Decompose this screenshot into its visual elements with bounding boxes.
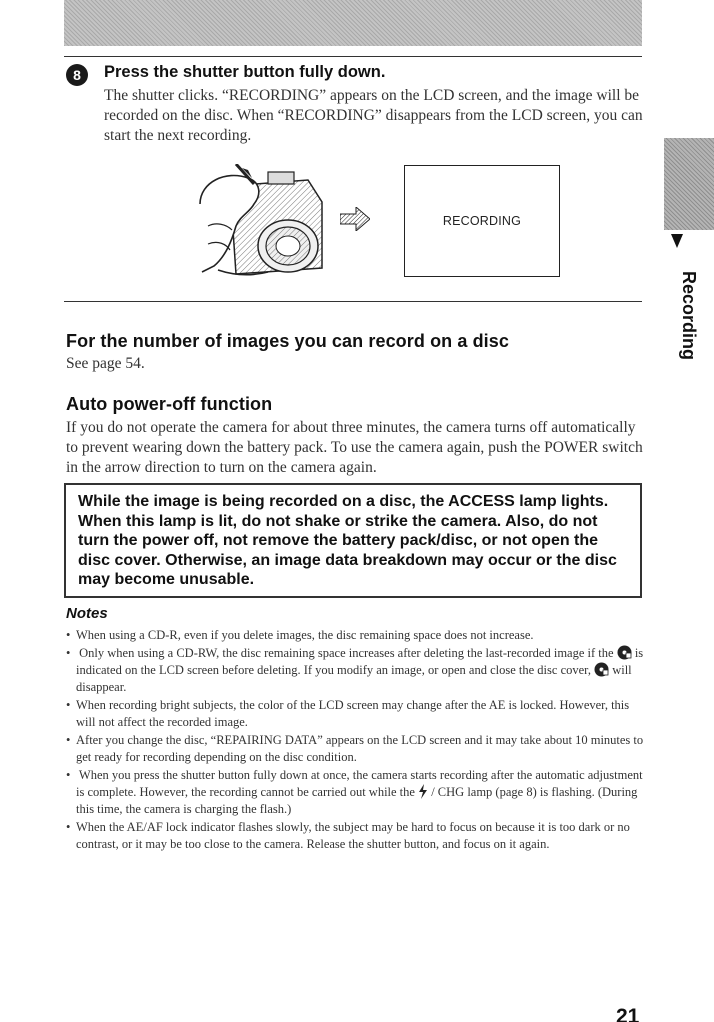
section-heading-disc-capacity: For the number of images you can record on a disc [66, 331, 509, 351]
disc-protect-icon [594, 662, 609, 677]
access-lamp-warning-box [64, 483, 642, 598]
arrow-right-icon [340, 207, 370, 231]
note-item: • When recording bright subjects, the color of the LCD screen may change after the AE is locked. However, this will not affect the recorded image. [66, 697, 650, 731]
side-tab-label: Recording [679, 271, 699, 361]
triangle-down-icon [671, 234, 683, 248]
lcd-screen-preview [404, 165, 560, 277]
note-item: • When using a CD-R, even if you delete images, the disc remaining space does not increase. [66, 627, 650, 644]
section-heading-auto-power-off: Auto power-off function [66, 394, 273, 414]
disc-protect-icon [617, 645, 632, 660]
camera-shutter-illustration [196, 164, 326, 280]
note-item: • After you change the disc, “REPAIRING DATA” appears on the LCD screen and it may take about 10 minutes to get ready for recording depending on the disc condition. [66, 732, 650, 766]
flash-icon [418, 784, 428, 799]
warning-text: While the image is being recorded on a disc, the ACCESS lamp lights. When this lamp is lit, do not shake or strike the camera. Also, do not turn the power off, not remove the battery pack/disc, or not open the disc cover. Otherwise, an image data breakdown may occur or the disc may become unusable. [78, 493, 617, 588]
note-item: • Only when using a CD-RW, the disc remaining space increases after deleting the last-recorded image if the is indicated on the LCD screen before deleting. If you modify an image, or open and close the disc cover, will disappear. [66, 645, 650, 696]
page-number: 21 [616, 1005, 640, 1022]
note-item: • When the AE/AF lock indicator flashes slowly, the subject may be hard to focus on because it is too dark or no contrast, or it may be too close to the camera. Release the shutter button, and focus on it again. [66, 819, 650, 853]
top-rule [64, 56, 642, 57]
header-band [64, 0, 642, 46]
step-number-badge: 8 [66, 64, 88, 86]
section-rule [64, 301, 642, 302]
step-title: Press the shutter button fully down. [104, 63, 386, 81]
notes-heading: Notes [66, 605, 108, 622]
lcd-recording-text: RECORDING [442, 214, 522, 228]
section-body-auto-power-off: If you do not operate the camera for about three minutes, the camera turns off automatically to prevent wearing down the battery pack. To use the camera again, push the POWER switch in the arrow direction to turn on the camera again. [66, 419, 643, 476]
note-item: • When you press the shutter button fully down at once, the camera starts recording after the automatic adjustment is complete. However, the recording cannot be carried out while the / CHG lamp (page 8) is flashing. (During this time, the camera is charging the flash.) [66, 767, 650, 818]
step-body: The shutter clicks. “RECORDING” appears on the LCD screen, and the image will be recorded on the disc. When “RECORDING” disappears from the LCD screen, you can start the next recording. [104, 87, 643, 144]
section-body-disc-capacity: See page 54. [66, 355, 145, 372]
side-tab-marker [664, 138, 714, 230]
notes-list [66, 627, 650, 854]
